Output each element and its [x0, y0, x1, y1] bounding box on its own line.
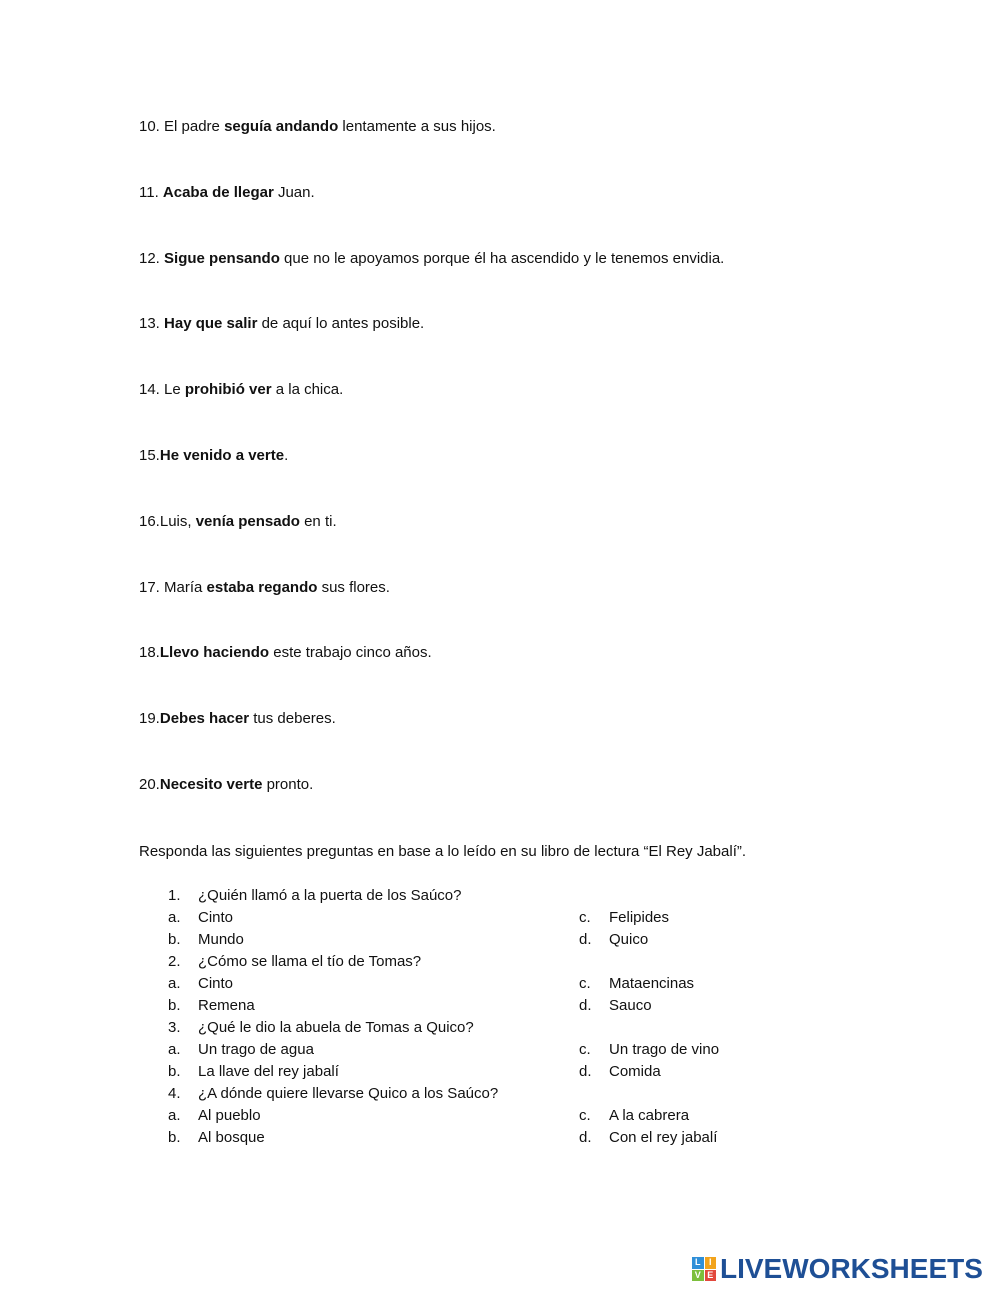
sentence-prefix: 16.Luis,: [139, 513, 196, 530]
option-text: Un trago de agua: [198, 1041, 314, 1058]
sentence-suffix: este trabajo cinco años.: [269, 644, 432, 661]
question-text: ¿A dónde quiere llevarse Quico a los Saúco?: [198, 1085, 499, 1102]
sentence-verb-phrase: Sigue pensando: [164, 250, 280, 267]
question-row: [139, 951, 839, 973]
option-text: Cinto: [198, 975, 234, 992]
sentence-item: [139, 184, 315, 202]
sentence-verb-phrase: Necesito verte: [159, 776, 263, 793]
option-row: [139, 1061, 839, 1083]
option-label: b.: [168, 931, 181, 948]
sentence-item: [139, 776, 313, 794]
question-row: [139, 1083, 839, 1105]
option-text: La llave del rey jabalí: [198, 1063, 339, 1080]
sentence-suffix: sus flores.: [317, 579, 390, 596]
option-row: [139, 973, 839, 995]
option-row: [139, 1039, 839, 1061]
sentence-prefix: 12.: [139, 250, 165, 267]
sentence-prefix: 14. Le: [139, 381, 185, 398]
sentence-verb-phrase: estaba regando: [206, 579, 318, 596]
option-text: Al pueblo: [198, 1107, 261, 1124]
option-text: Cinto: [198, 909, 234, 926]
sentence-item: [139, 250, 724, 268]
sentence-suffix: .: [284, 447, 289, 464]
option-text: Quico: [609, 931, 649, 948]
sentence-prefix: 20.: [139, 776, 160, 793]
option-text: Un trago de vino: [609, 1041, 720, 1058]
question-text: ¿Cómo se llama el tío de Tomas?: [198, 953, 422, 970]
logo-text: LIVEWORKSHEETS: [720, 1253, 983, 1284]
liveworksheets-logo: [692, 1253, 983, 1285]
option-text: Con el rey jabalí: [609, 1129, 718, 1146]
sentence-suffix: que no le apoyamos porque él ha ascendido y le tenemos envidia.: [279, 250, 725, 267]
sentence-item: [139, 381, 343, 399]
sentence-item: [139, 710, 336, 728]
sentence-prefix: 19.: [139, 710, 160, 727]
option-label: a.: [168, 909, 181, 926]
sentence-prefix: 17. María: [139, 579, 207, 596]
option-text: Sauco: [609, 997, 652, 1014]
sentence-verb-phrase: seguía andando: [224, 118, 339, 135]
sentence-verb-phrase: Debes hacer: [159, 710, 250, 727]
option-text: Remena: [198, 997, 255, 1014]
option-label: c.: [579, 1041, 591, 1058]
logo-badge-letter: I: [705, 1257, 717, 1269]
sentence-item: [139, 513, 337, 531]
sentence-verb-phrase: Llevo haciendo: [159, 644, 270, 661]
option-text: Al bosque: [198, 1129, 265, 1146]
option-row: [139, 907, 839, 929]
logo-badge-letter: V: [692, 1270, 704, 1282]
option-text: Mundo: [198, 931, 244, 948]
question-number: 2.: [168, 953, 181, 970]
option-label: d.: [579, 997, 592, 1014]
sentence-item: [139, 118, 496, 136]
sentence-item: [139, 315, 424, 333]
option-label: a.: [168, 1107, 181, 1124]
option-text: Comida: [609, 1063, 661, 1080]
instructions-text: Responda las siguientes preguntas en base a lo leído en su libro de lectura “El Rey Jabalí”.: [139, 843, 747, 860]
logo-badge-letter: L: [692, 1257, 704, 1269]
option-label: b.: [168, 1063, 181, 1080]
sentence-item: [139, 447, 288, 465]
option-row: [139, 1105, 839, 1127]
option-label: b.: [168, 997, 181, 1014]
option-label: a.: [168, 975, 181, 992]
question-number: 1.: [168, 887, 181, 904]
option-row: [139, 929, 839, 951]
question-row: [139, 885, 839, 907]
sentence-prefix: 11.: [139, 184, 163, 201]
question-number: 4.: [168, 1085, 181, 1102]
sentence-item: [139, 579, 390, 597]
question-list: [139, 885, 839, 1149]
logo-badge-icon: [692, 1257, 716, 1281]
sentence-suffix: en ti.: [299, 513, 337, 530]
sentence-verb-phrase: prohibió ver: [184, 381, 272, 398]
question-number: 3.: [168, 1019, 181, 1036]
option-row: [139, 995, 839, 1017]
sentence-prefix: 18.: [139, 644, 160, 661]
sentence-suffix: a la chica.: [271, 381, 344, 398]
sentence-prefix: 10. El padre: [139, 118, 225, 135]
option-label: d.: [579, 1063, 592, 1080]
sentence-verb-phrase: venía pensado: [195, 513, 300, 530]
logo-badge-letter: E: [705, 1270, 717, 1282]
sentence-suffix: tus deberes.: [249, 710, 336, 727]
sentence-suffix: de aquí lo antes posible.: [257, 315, 425, 332]
sentence-prefix: 15.: [139, 447, 160, 464]
option-row: [139, 1127, 839, 1149]
option-text: A la cabrera: [609, 1107, 690, 1124]
question-text: ¿Quién llamó a la puerta de los Saúco?: [198, 887, 462, 904]
question-row: [139, 1017, 839, 1039]
sentence-prefix: 13.: [139, 315, 165, 332]
sentence-suffix: pronto.: [262, 776, 314, 793]
option-label: d.: [579, 1129, 592, 1146]
sentence-suffix: Juan.: [273, 184, 315, 201]
option-label: d.: [579, 931, 592, 948]
sentence-verb-phrase: Hay que salir: [164, 315, 258, 332]
option-text: Mataencinas: [609, 975, 695, 992]
sentence-item: [139, 644, 432, 662]
sentence-suffix: lentamente a sus hijos.: [338, 118, 496, 135]
question-text: ¿Qué le dio la abuela de Tomas a Quico?: [198, 1019, 474, 1036]
option-label: b.: [168, 1129, 181, 1146]
option-text: Felipides: [609, 909, 670, 926]
option-label: a.: [168, 1041, 181, 1058]
option-label: c.: [579, 975, 591, 992]
sentence-verb-phrase: He venido a verte: [159, 447, 285, 464]
sentence-verb-phrase: Acaba de llegar: [162, 184, 274, 201]
option-label: c.: [579, 1107, 591, 1124]
option-label: c.: [579, 909, 591, 926]
